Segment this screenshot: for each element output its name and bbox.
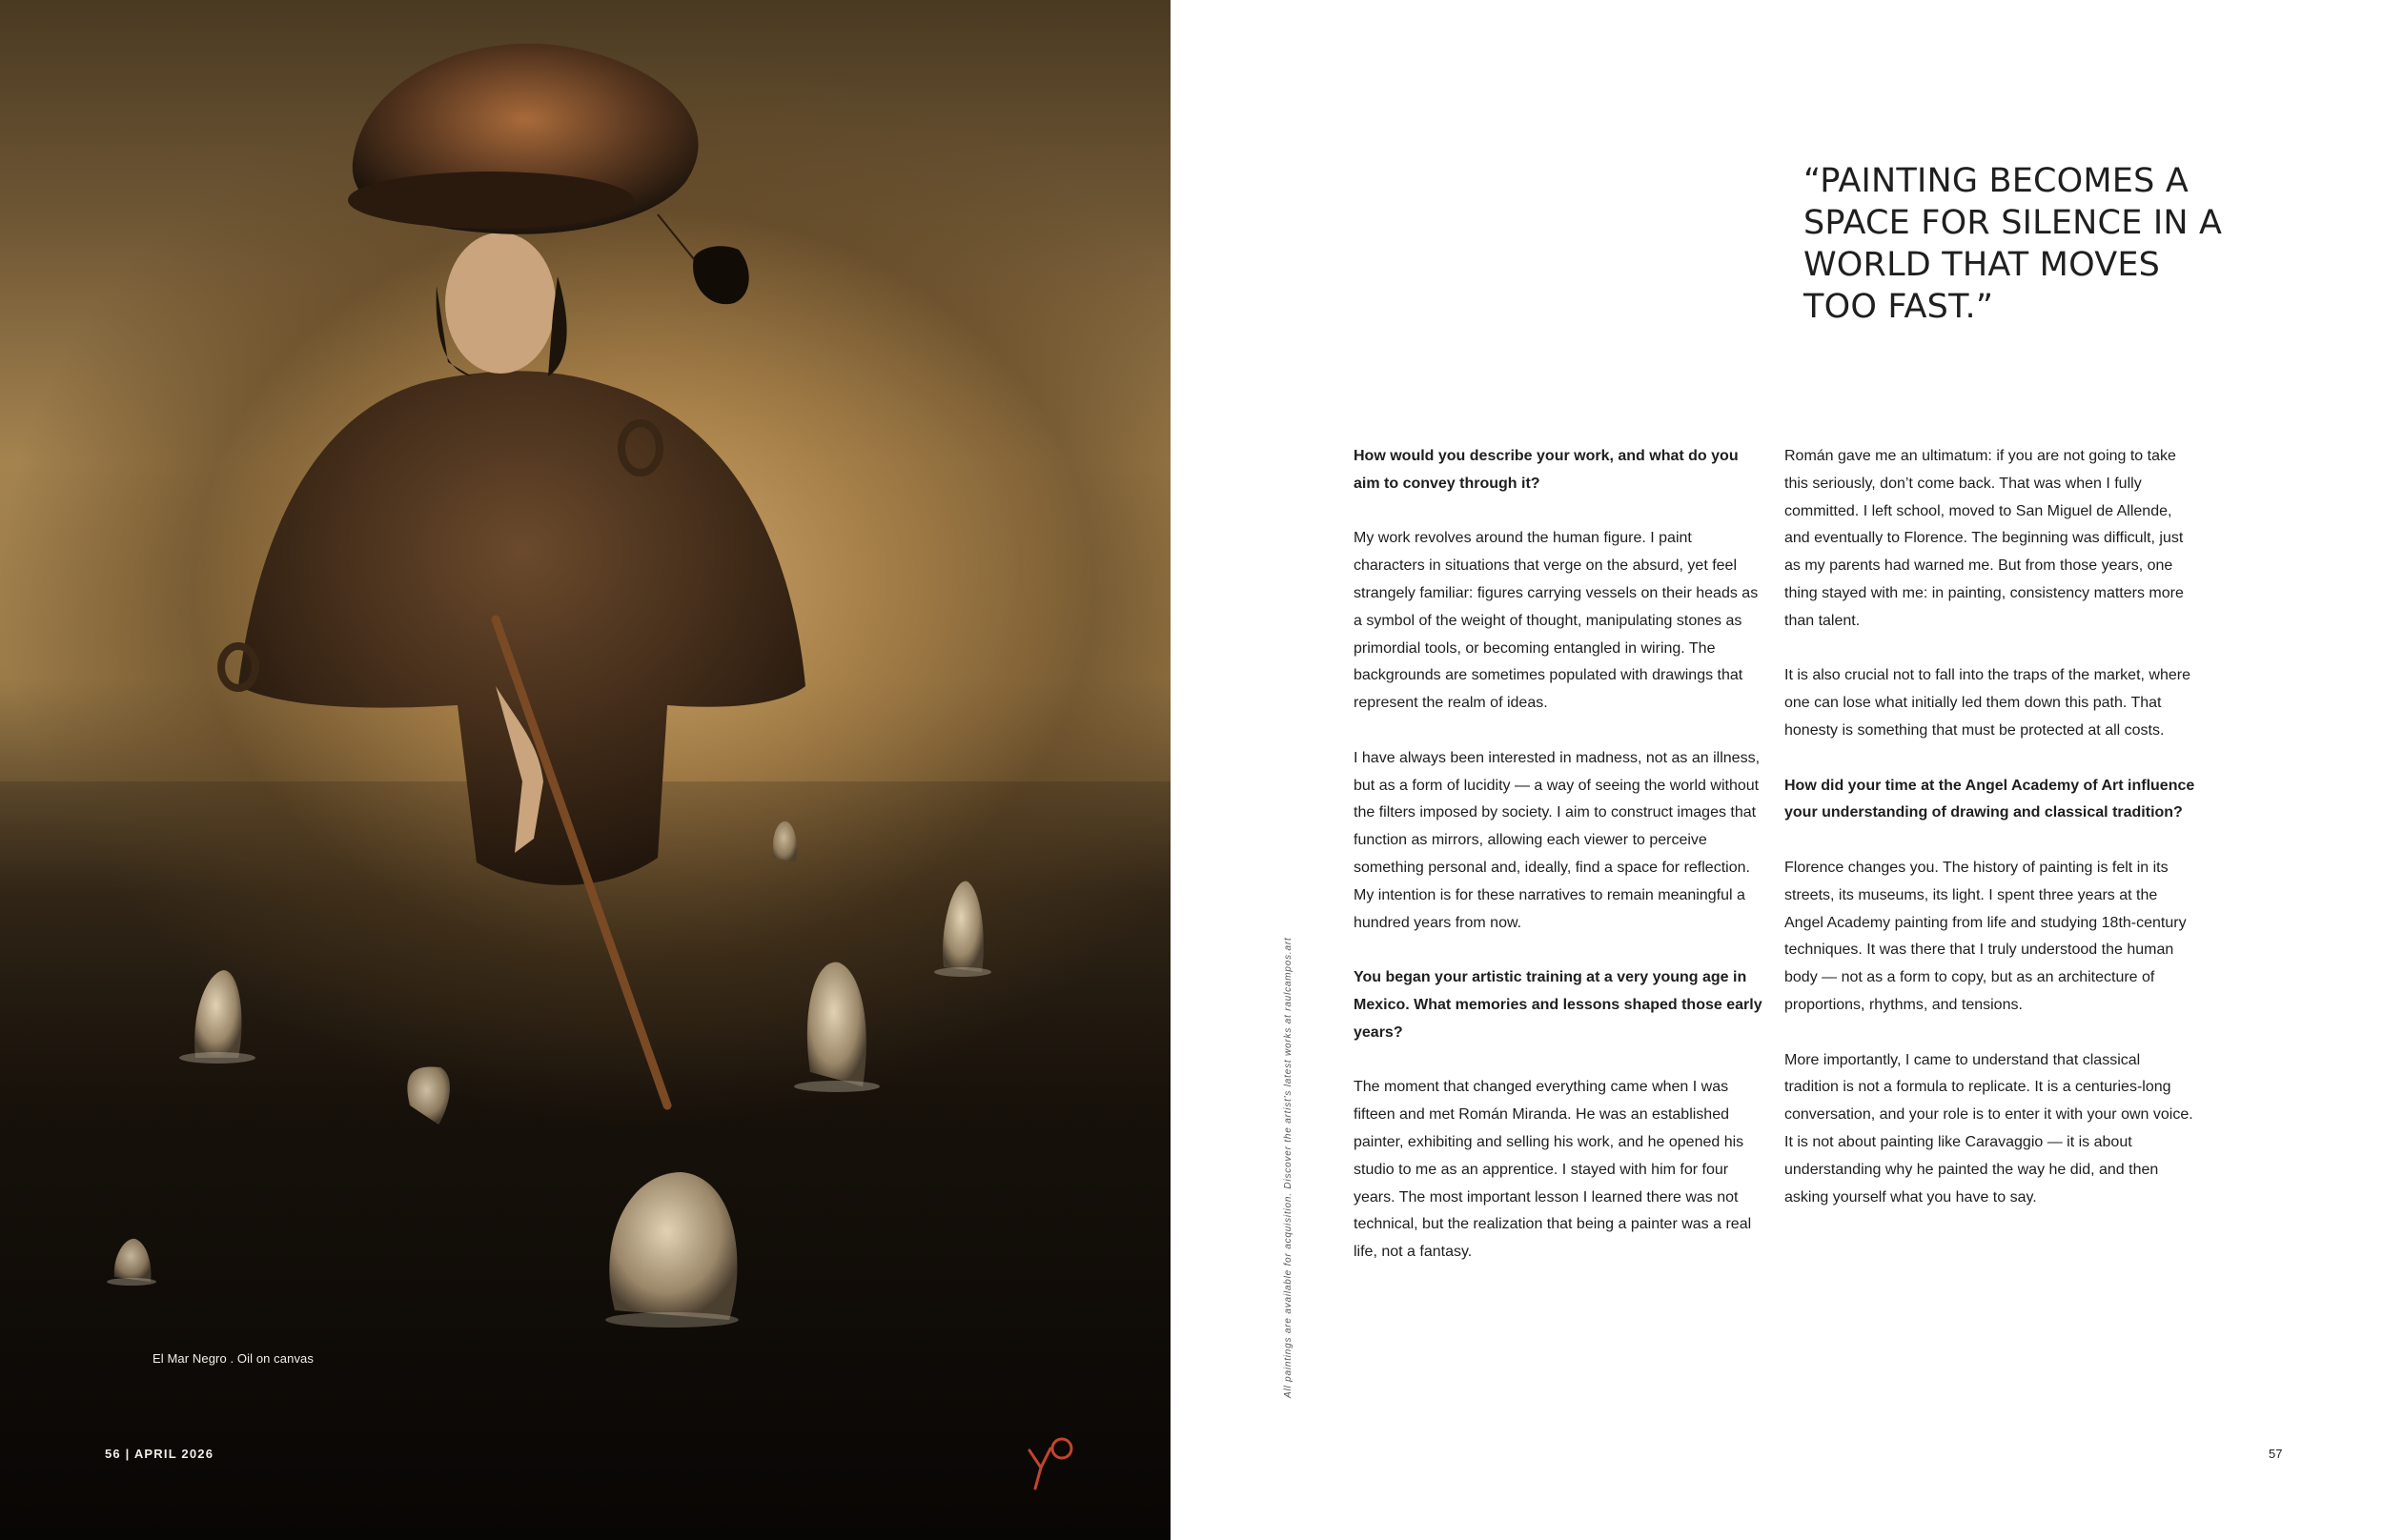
painting-caption: El Mar Negro . Oil on canvas (153, 1351, 314, 1366)
interview-answer: I have always been interested in madness, not as an illness, but as a form of lucidity — a way of seeing the world without the filters imposed by society. I aim to construct images that function as mirrors, allowing each viewer to perceive something personal and, ideally, find a space for reflection. My intention is for these narratives to remain meaningful a hundred years from now. (1354, 749, 1761, 931)
painting-page (0, 0, 1171, 1540)
interview-column-1 (1354, 443, 1765, 1294)
page-number-right: 57 (2269, 1447, 2283, 1461)
interview-answer: My work revolves around the human figure. I paint characters in situations that verge on the absurd, yet feel strangely familiar: figures carrying vessels on their heads as a symbol of the weight of thought, manipulating stones as primordial tools, or becoming entangled in wiring. The backgrounds are sometimes populated with drawings that represent the realm of ideas. (1354, 530, 1759, 712)
acquisition-note: All paintings are available for acquisition. Discover the artist's latest works at raulcampos.art (1283, 937, 1293, 1398)
artist-signature (1026, 1433, 1075, 1492)
interview-answer: Román gave me an ultimatum: if you are not going to take this seriously, don’t come back. That was when I fully committed. I left school, moved to San Miguel de Allende, and eventually to Florence. The beginning was difficult, just as my parents had warned me. But from those years, one thing stayed with me: in painting, consistency matters more than talent. (1784, 448, 2184, 629)
painting-el-mar-negro (0, 0, 1171, 1540)
page-number-left: 56 | APRIL 2026 (105, 1447, 214, 1461)
pull-quote: “PAINTING BECOMES A SPACE FOR SILENCE IN A WORLD THAT MOVES TOO FAST.” (1803, 162, 2223, 326)
interview-question: You began your artistic training at a very young age in Mexico. What memories and lessons shaped those early years? (1354, 969, 1762, 1041)
interview-answer: Florence changes you. The history of painting is felt in its streets, its museums, its light. I spent three years at the Angel Academy painting from life and studying 18th-century techniques. It was there that I truly understood the human body — not as a form to copy, but as an architecture of proportions, rhythms, and tensions. (1784, 859, 2187, 1013)
interview-question: How would you describe your work, and what do you aim to convey through it? (1354, 448, 1739, 492)
interview-question: How did your time at the Angel Academy of Art influence your understanding of drawing and classical tradition? (1784, 777, 2195, 821)
interview-answer: It is also crucial not to fall into the traps of the market, where one can lose what initially led them down this path. That honesty is something that must be protected at all costs. (1784, 667, 2190, 739)
interview-answer: More importantly, I came to understand that classical tradition is not a formula to replicate. It is a centuries-long conversation, and your role is to enter it with your own voice. It is not about painting like Caravaggio — it is about understanding why he painted the way he did, and then asking yourself what you have to say. (1784, 1051, 2193, 1206)
interview-answer: The moment that changed everything came when I was fifteen and met Román Miranda. He was an established painter, exhibiting and selling his work, and he opened his studio to me as an apprentice. I stayed with him for four years. The most important lesson I learned there was not technical, but the realization that being a painter was a real life, not a fantasy. (1354, 1079, 1752, 1261)
interview-column-2 (1784, 443, 2196, 1239)
